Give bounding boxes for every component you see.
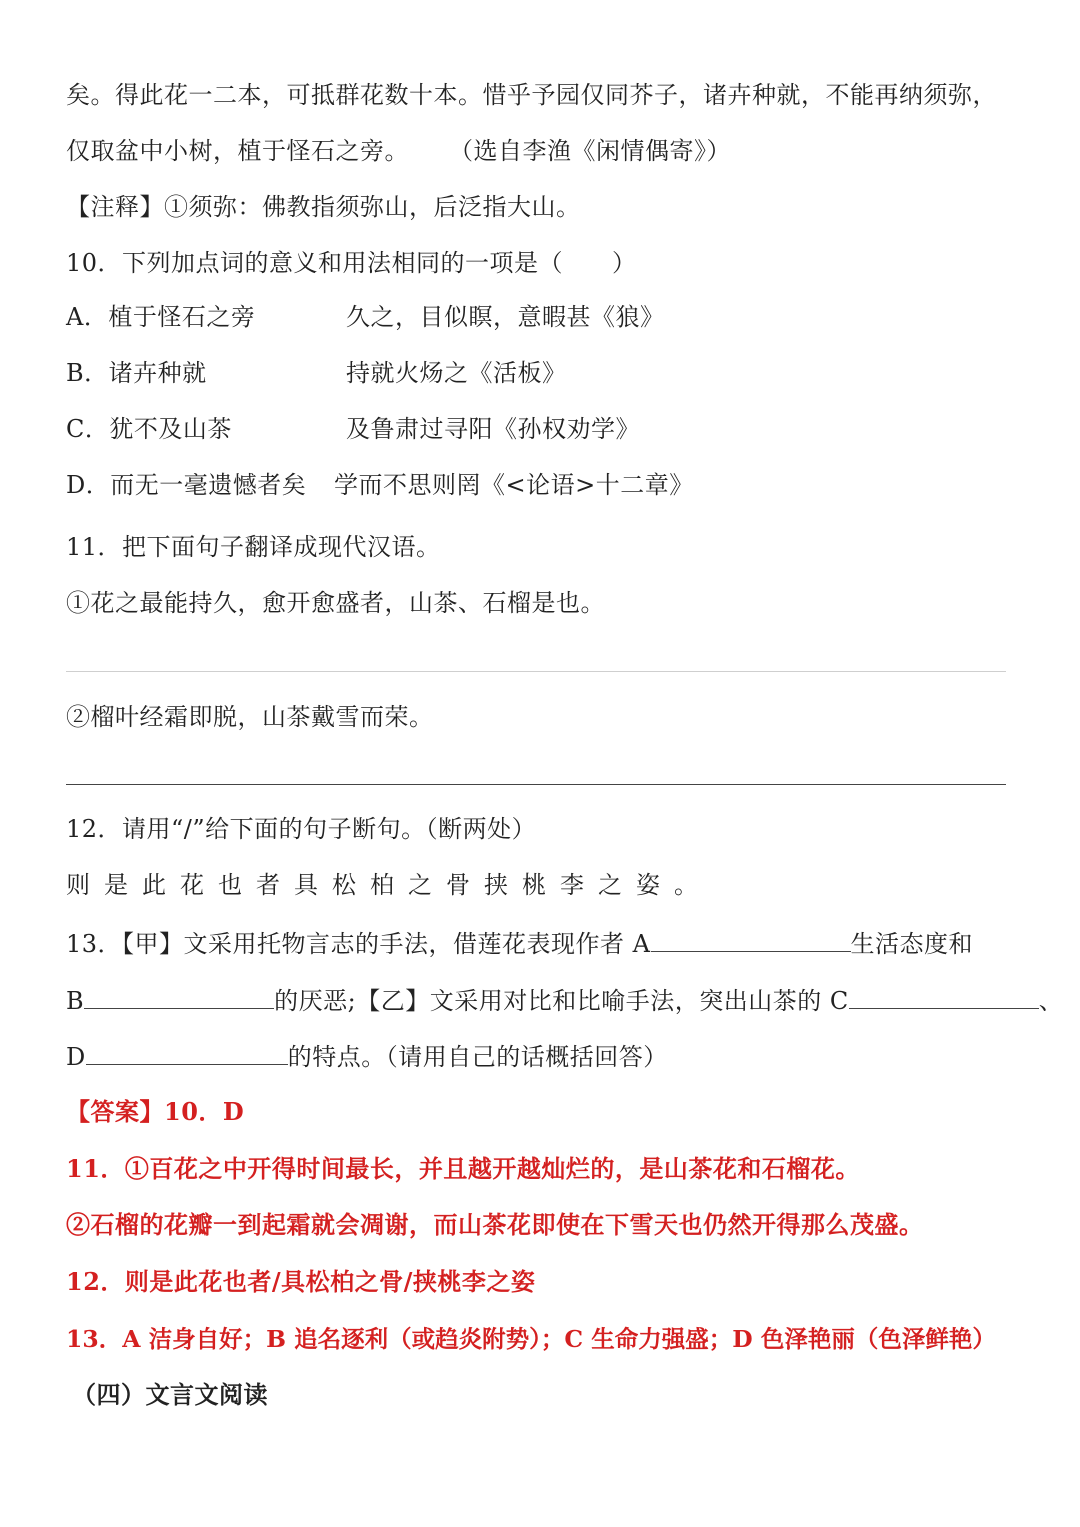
answer-line-2[interactable] (66, 784, 1006, 785)
question-13-line-3 (66, 1038, 668, 1074)
answer-12: 12．则是此花也者/具松柏之骨/挟桃李之姿 (66, 1267, 536, 1296)
blank-b[interactable] (84, 982, 274, 1009)
answer-13: 13．A 洁身自好；B 追名逐利（或趋炎附势）；C 生命力强盛；D 色泽艳丽（色泽鲜艳） (66, 1325, 996, 1353)
q10-option-c (66, 412, 966, 446)
section-heading: （四）文言文阅读 (72, 1380, 268, 1409)
q10-option-b (66, 356, 966, 390)
q11-sentence-1: ①花之最能持久，愈开愈盛者，山茶、石榴是也。 (66, 589, 605, 617)
question-12-stem: 12．请用“/”给下面的句子断句。（断两处） (66, 815, 537, 843)
option-label: D．而无一毫遗憾者矣 (66, 471, 307, 499)
q13-text: D (66, 1043, 86, 1071)
question-13-line-2 (66, 982, 1063, 1018)
q13-text: 、 (1038, 987, 1064, 1015)
blank-d[interactable] (86, 1038, 288, 1065)
answer-11-1: 11．①百花之中开得时间最长，并且越开越灿烂的，是山茶花和石榴花。 (66, 1154, 860, 1183)
blank-c[interactable] (849, 982, 1039, 1009)
blank-a[interactable] (651, 925, 851, 952)
passage-text: 仅取盆中小树，植于怪石之旁。 (66, 137, 409, 165)
q13-text: 的特点。（请用自己的话概括回答） (287, 1043, 668, 1071)
option-label: A．植于怪石之旁 (66, 303, 256, 331)
answer-line-1[interactable] (66, 671, 1006, 672)
passage-line-2 (66, 134, 731, 168)
answer-10 (66, 1095, 244, 1129)
q10-option-a (66, 300, 966, 334)
question-10-stem: 10．下列加点词的意义和用法相同的一项是（ ） (66, 249, 637, 277)
q13-text: 13．【甲】文采用托物言志的手法，借莲花表现作者 A (66, 930, 651, 958)
q11-sentence-2: ②榴叶经霜即脱，山茶戴雪而荣。 (66, 703, 434, 731)
answer-tag: 【答案】 (66, 1097, 164, 1126)
q13-text: B (66, 987, 85, 1015)
answer-text: 10．D (164, 1097, 245, 1126)
annotation-note: 【注释】①须弥：佛教指须弥山，后泛指大山。 (66, 193, 581, 221)
q13-text: 的厌恶;【乙】文采用对比和比喻手法，突出山茶的 C (274, 987, 849, 1015)
q12-sentence: 则是此花也者具松柏之骨挟桃李之姿。 (66, 871, 712, 899)
option-compare: 及鲁肃过寻阳《孙权劝学》 (346, 415, 640, 443)
answer-11-2: ②石榴的花瓣一到起霜就会凋谢，而山茶花即使在下雪天也仍然开得那么茂盛。 (66, 1210, 924, 1239)
q13-text: 生活态度和 (850, 930, 973, 958)
option-compare: 学而不思则罔《<论语>十二章》 (334, 471, 694, 499)
question-13-line-1 (66, 925, 973, 961)
option-compare: 久之，目似瞑，意暇甚《狼》 (346, 303, 665, 331)
question-11-stem: 11．把下面句子翻译成现代汉语。 (66, 533, 441, 561)
option-label: C．犹不及山茶 (66, 415, 232, 443)
q10-option-d (66, 468, 966, 502)
option-compare: 持就火炀之《活板》 (346, 359, 567, 387)
passage-source: （选自李渔《闲情偶寄》） (449, 137, 731, 165)
passage-line-1: 矣。得此花一二本，可抵群花数十本。惜乎予园仅同芥子，诸卉种就，不能再纳须弥， (66, 81, 997, 109)
option-label: B．诸卉种就 (66, 359, 207, 387)
